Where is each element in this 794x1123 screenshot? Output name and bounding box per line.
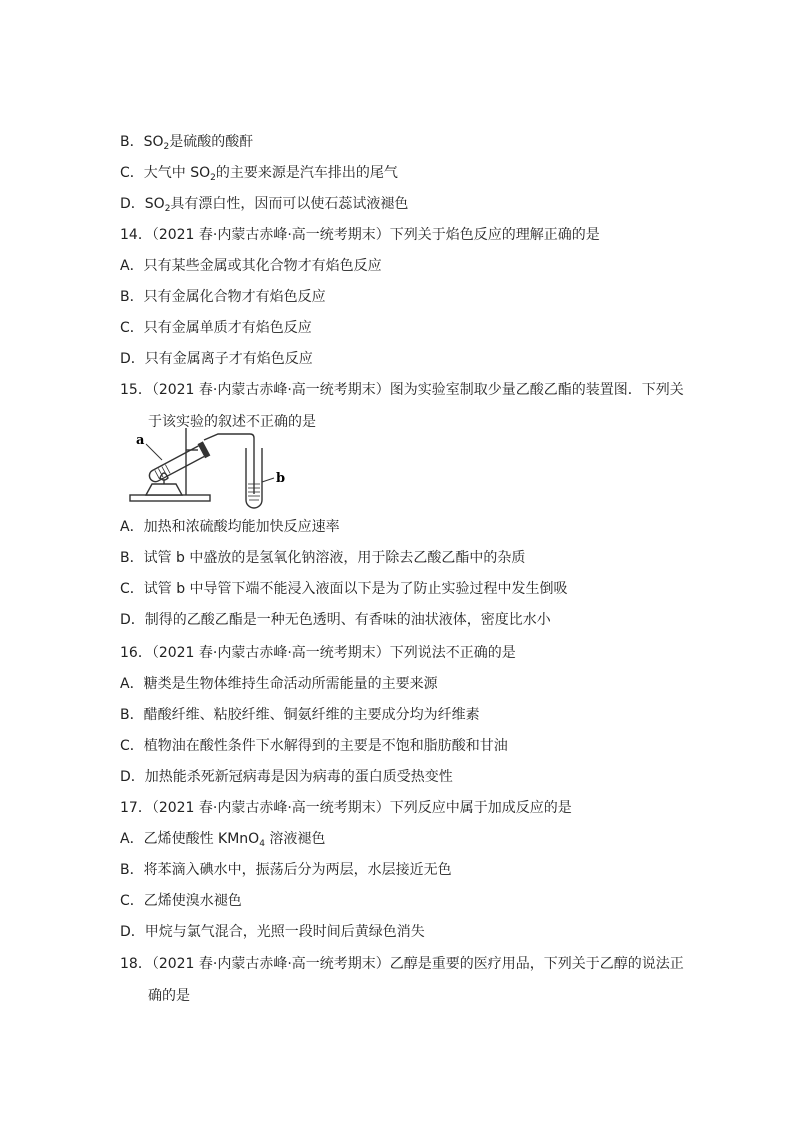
q17-option-c: C．乙烯使溴水褪色	[120, 893, 242, 909]
figure-label-b: b	[276, 471, 286, 486]
q13-option-c: C．大气中 $SO_2$的主要来源是汽车排出的尾气	[120, 165, 398, 183]
q15-stem-line2: 于该实验的叙述不正确的是	[148, 414, 316, 430]
q14-option-d: D．只有金属离子才有焰色反应	[120, 351, 313, 367]
alcohol-lamp	[146, 484, 182, 495]
q17-option-a: A．乙烯使酸性 KMnO$_4$ 溶液褪色	[120, 831, 326, 849]
q15-option-a: A．加热和浓硫酸均能加快反应速率	[120, 519, 340, 535]
q14-option-c: C．只有金属单质才有焰色反应	[120, 320, 312, 336]
q18-stem-line2: 确的是	[148, 988, 190, 1004]
test-tube-a	[146, 441, 210, 485]
q13-option-d: D．$SO_2$具有漂白性，因而可以使石蕊试液褪色	[120, 196, 409, 214]
label-b-leader	[262, 478, 274, 482]
q16-option-a: A．糖类是生物体维持生命活动所需能量的主要来源	[120, 676, 438, 692]
q15-option-c: C．试管 b 中导管下端不能浸入液面以下是为了防止实验过程中发生倒吸	[120, 581, 568, 597]
q15-option-d: D．制得的乙酸乙酯是一种无色透明、有香味的油状液体，密度比水小	[120, 612, 551, 628]
ester-apparatus-diagram	[126, 418, 296, 510]
q18-stem-line1: 18．（2021 春·内蒙古赤峰·高一统考期末）乙醇是重要的医疗用品，下列关于乙醇的说法正	[120, 956, 684, 972]
q17-option-b: B．将苯滴入碘水中，振荡后分为两层，水层接近无色	[120, 862, 452, 878]
q15-option-b: B．试管 b 中盛放的是氢氧化钠溶液，用于除去乙酸乙酯中的杂质	[120, 550, 526, 566]
stand-base	[130, 495, 210, 501]
q16-option-c: C．植物油在酸性条件下水解得到的主要是不饱和脂肪酸和甘油	[120, 738, 508, 754]
q15-stem-line1: 15．（2021 春·内蒙古赤峰·高一统考期末）图为实验室制取少量乙酸乙酯的装置图．下列关	[120, 382, 684, 398]
q16-option-b: B．醋酸纤维、粘胶纤维、铜氨纤维的主要成分均为纤维素	[120, 707, 480, 723]
q14-option-a: A．只有某些金属或其化合物才有焰色反应	[120, 258, 382, 274]
q13-option-b: B．$SO_2$是硫酸的酸酐	[120, 134, 254, 152]
label-a-leader	[146, 444, 162, 460]
q17-option-d: D．甲烷与氯气混合，光照一段时间后黄绿色消失	[120, 924, 425, 940]
q14-stem: 14．（2021 春·内蒙古赤峰·高一统考期末）下列关于焰色反应的理解正确的是	[120, 227, 600, 243]
apparatus-figure	[126, 418, 296, 510]
q16-option-d: D．加热能杀死新冠病毒是因为病毒的蛋白质受热变性	[120, 769, 453, 785]
q14-option-b: B．只有金属化合物才有焰色反应	[120, 289, 326, 305]
q17-stem: 17．（2021 春·内蒙古赤峰·高一统考期末）下列反应中属于加成反应的是	[120, 800, 572, 816]
q16-stem: 16．（2021 春·内蒙古赤峰·高一统考期末）下列说法不正确的是	[120, 645, 516, 661]
figure-label-a: a	[136, 433, 145, 448]
